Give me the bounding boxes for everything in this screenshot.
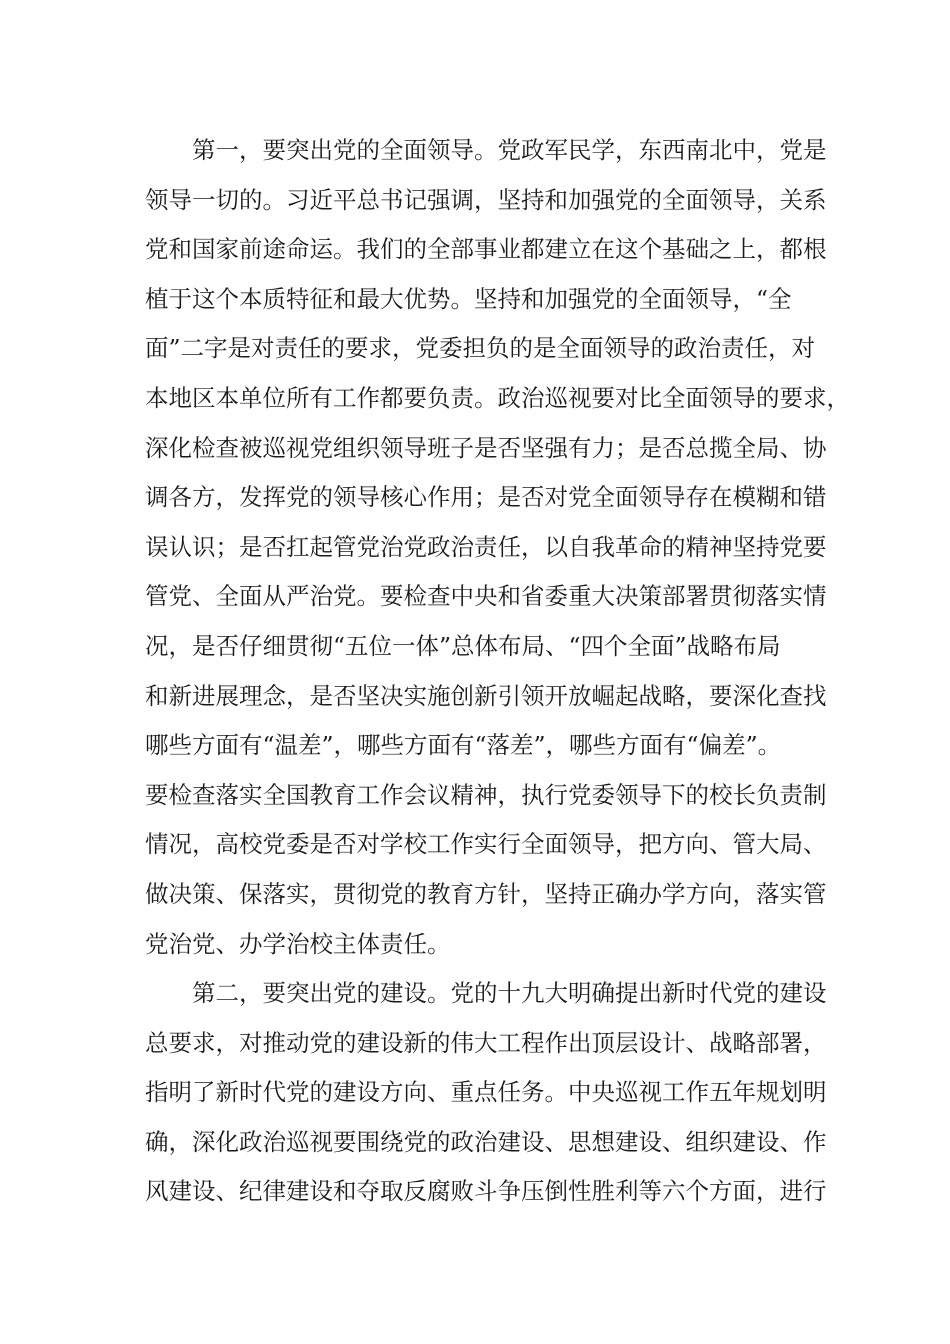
text-line: 第一，要突出党的全面领导。党政军民学，东西南北中，党是 xyxy=(192,136,827,164)
text-line: 风建设、纪律建设和夺取反腐败斗争压倒性胜利等六个方面，进行 xyxy=(145,1177,827,1206)
text-line: 调各方，发挥党的领导核心作用；是否对党全面领导存在模糊和错 xyxy=(145,483,827,512)
text-line: 面”二字是对责任的要求，党委担负的是全面领导的政治责任，对 xyxy=(145,334,816,363)
text-line: 总要求，对推动党的建设新的伟大工程作出顶层设计、战略部署， xyxy=(145,1028,827,1057)
text-line: 哪些方面有“温差”，哪些方面有“落差”，哪些方面有“偏差”。 xyxy=(145,731,782,760)
text-line: 做决策、保落实，贯彻党的教育方针，坚持正确办学方向，落实管 xyxy=(145,879,827,908)
text-line: 确，深化政治巡视要围绕党的政治建设、思想建设、组织建设、作 xyxy=(145,1127,827,1156)
document-body xyxy=(145,126,850,1217)
text-line: 和新进展理念，是否坚决实施创新引领开放崛起战略，要深化查找 xyxy=(145,681,827,710)
text-line: 深化检查被巡视党组织领导班子是否坚强有力；是否总揽全局、协 xyxy=(145,433,827,462)
text-line: 管党、全面从严治党。要检查中央和省委重大决策部署贯彻落实情 xyxy=(145,582,827,611)
text-line: 第二，要突出党的建设。党的十九大明确提出新时代党的建设 xyxy=(192,979,827,1008)
paragraph-1 xyxy=(145,126,850,969)
text-line: 植于这个本质特征和最大优势。坚持和加强党的全面领导，“全 xyxy=(145,284,792,313)
text-line: 要检查落实全国教育工作会议精神，执行党委领导下的校长负责制 xyxy=(145,780,827,809)
text-line: 指明了新时代党的建设方向、重点任务。中央巡视工作五年规划明 xyxy=(145,1078,827,1107)
text-line: 况，是否仔细贯彻“五位一体”总体布局、“四个全面”战略布局 xyxy=(145,631,781,660)
text-line: 党和国家前途命运。我们的全部事业都建立在这个基础之上，都根 xyxy=(145,235,827,264)
text-line: 领导一切的。习近平总书记强调，坚持和加强党的全面领导，关系 xyxy=(145,185,827,214)
text-line: 误认识；是否扛起管党治党政治责任，以自我革命的精神坚持党要 xyxy=(145,532,827,561)
text-line: 情况，高校党委是否对学校工作实行全面领导，把方向、管大局、 xyxy=(145,830,827,859)
paragraph-2 xyxy=(145,969,827,1217)
text-line: 本地区本单位所有工作都要负责。政治巡视要对比全面领导的要求， xyxy=(145,383,850,412)
text-line: 党治党、办学治校主体责任。 xyxy=(145,929,451,958)
